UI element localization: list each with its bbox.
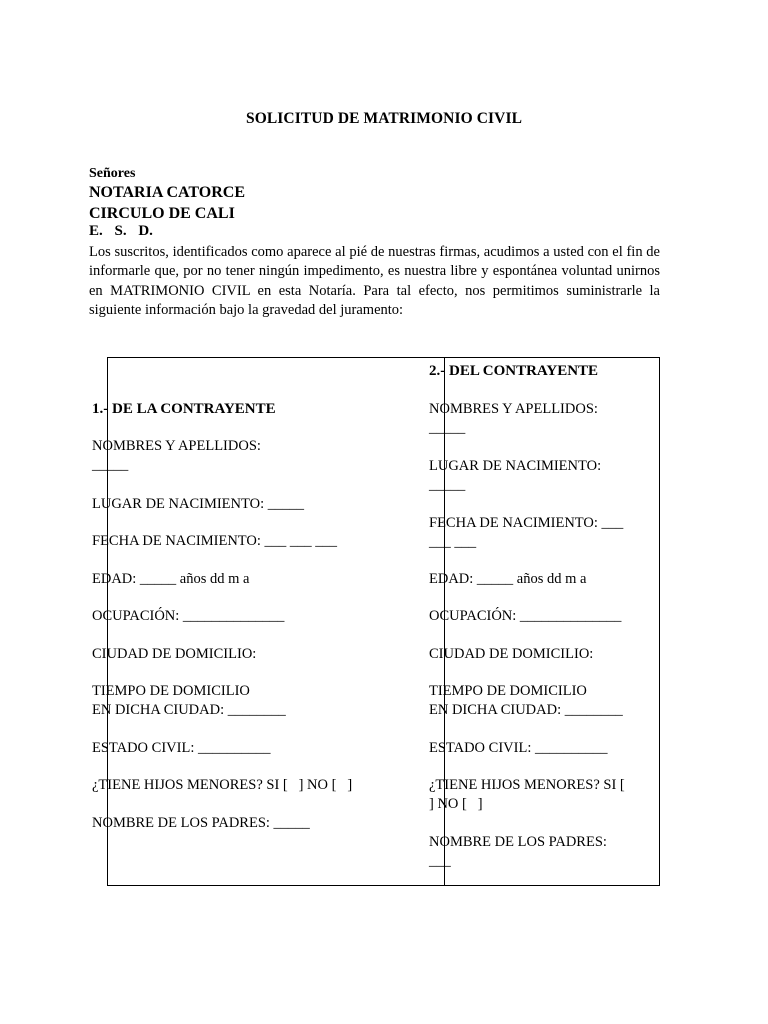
recipient-city: CIRCULO DE CALI (89, 205, 235, 222)
groom-city-field: CIUDAD DE DOMICILIO: (429, 646, 594, 662)
groom-birthplace-field: LUGAR DE NACIMIENTO: _____ (429, 458, 602, 493)
bride-civil-status-field: ESTADO CIVIL: __________ (92, 740, 271, 756)
bride-city-field: CIUDAD DE DOMICILIO: (92, 646, 257, 662)
bride-residence-time-field: TIEMPO DE DOMICILIO EN DICHA CIUDAD: ________ (92, 683, 286, 718)
groom-residence-time-field: TIEMPO DE DOMICILIO EN DICHA CIUDAD: ________ (429, 683, 623, 718)
groom-heading: 2.- DEL CONTRAYENTE (429, 363, 599, 379)
recipient-name: NOTARIA CATORCE (89, 184, 246, 201)
bride-age-field: EDAD: _____ años dd m a (92, 571, 250, 587)
groom-names-field: NOMBRES Y APELLIDOS: _____ (429, 401, 598, 436)
groom-children-field: ¿TIENE HIJOS MENORES? SI [ ] NO [ ] (429, 777, 625, 812)
document-title: SOLICITUD DE MATRIMONIO CIVIL (245, 110, 523, 127)
bride-names-field: NOMBRES Y APELLIDOS: _____ (92, 438, 261, 473)
recipient-esd: E. S. D. (89, 223, 153, 239)
bride-birthplace-field: LUGAR DE NACIMIENTO: _____ (92, 496, 304, 512)
intro-paragraph: Los suscritos, identificados como aparece al pié de nuestras firmas, acudimos a usted con el fin de informarle que, por no tener ningún impedimento, es nuestra libre y espontánea voluntad unirnos en MATRIMONIO CIVIL en esta Notaría. Para tal efecto, nos permitimos suministrarle la siguiente información bajo la gravedad del juramento: (89, 244, 660, 318)
bride-children-field: ¿TIENE HIJOS MENORES? SI [ ] NO [ ] (92, 777, 353, 793)
groom-birthdate-field: FECHA DE NACIMIENTO: ___ ___ ___ (429, 515, 624, 550)
groom-civil-status-field: ESTADO CIVIL: __________ (429, 740, 608, 756)
groom-age-field: EDAD: _____ años dd m a (429, 571, 587, 587)
groom-occupation-field: OCUPACIÓN: ______________ (429, 608, 622, 624)
greeting: Señores (89, 166, 136, 181)
groom-parents-field: NOMBRE DE LOS PADRES: ___ (429, 834, 607, 869)
bride-heading: 1.- DE LA CONTRAYENTE (92, 401, 276, 417)
bride-occupation-field: OCUPACIÓN: ______________ (92, 608, 285, 624)
bride-parents-field: NOMBRE DE LOS PADRES: _____ (92, 815, 310, 831)
bride-birthdate-field: FECHA DE NACIMIENTO: ___ ___ ___ (92, 533, 338, 549)
